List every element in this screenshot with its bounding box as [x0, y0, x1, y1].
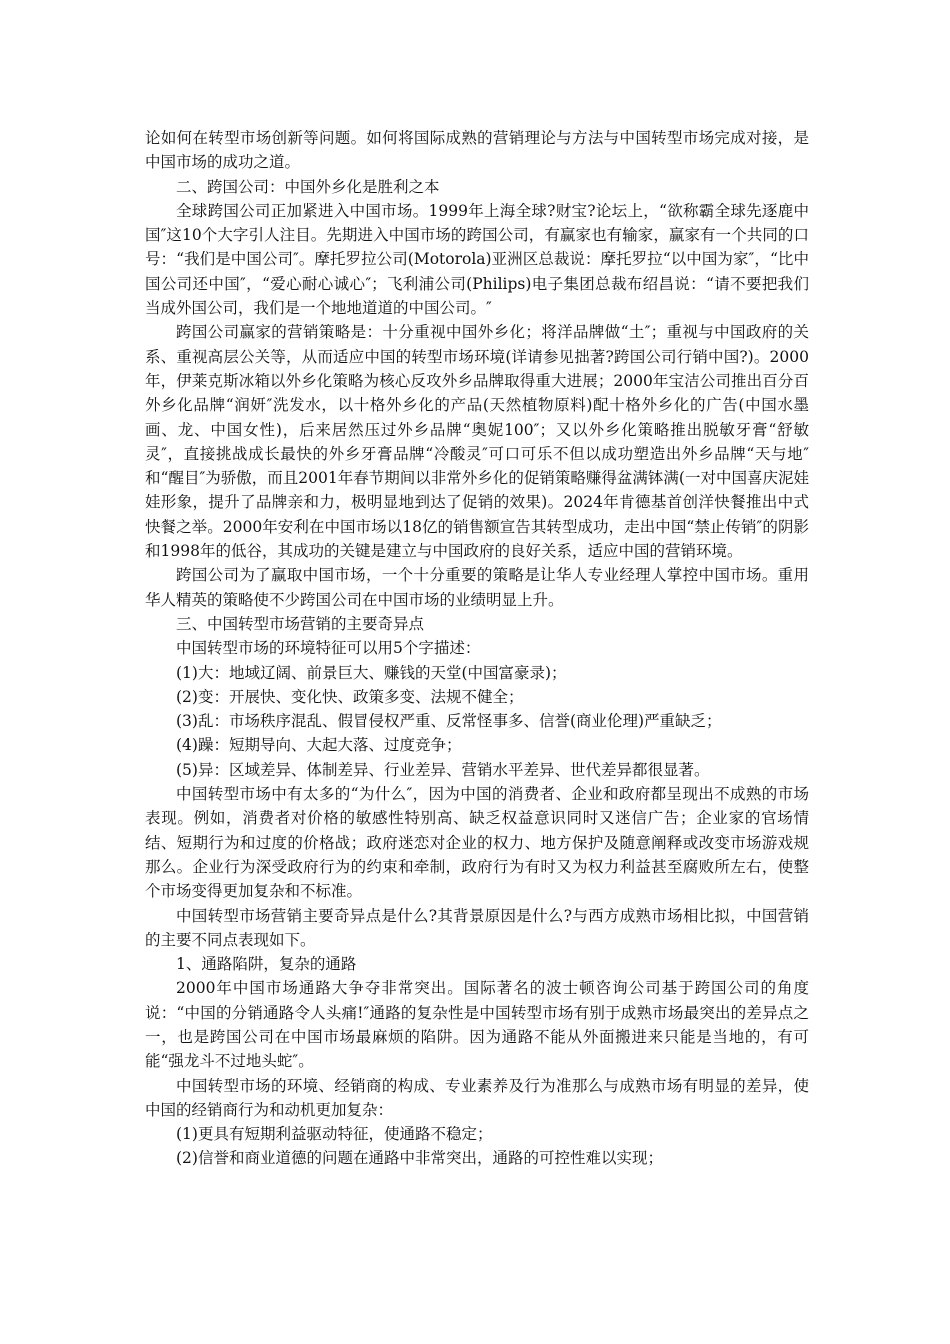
list-item: (1)大：地域辽阔、前景巨大、赚钱的天堂(中国富豪录)； [176, 663, 567, 682]
paragraph: 2000年中国市场通路大争夺非常突出。国际著名的波士顿咨询公司基于跨国公司的角度说：“中国的分销通路令人头痛!″通路的复杂性是中国转型市场有别于成熟市场最突出的差异点之一，也是跨国公司在中国市场最麻烦的陷阱。因为通路不能从外面搬进来只能是当地的，有可能“强龙斗不过地头蛇″。 [145, 979, 809, 1071]
list-item: (5)异：区域差异、体制差异、行业差异、营销水平差异、世代差异都很显著。 [176, 760, 710, 779]
paragraph: 中国转型市场营销主要奇异点是什么?其背景原因是什么?与西方成熟市场相比拟，中国营销的主要不同点表现如下。 [145, 906, 809, 949]
list-item: (3)乱：市场秩序混乱、假冒侵权严重、反常怪事多、信誉(商业伦理)严重缺乏； [176, 712, 722, 731]
paragraph: 中国转型市场的环境、经销商的构成、专业素养及行为准那么与成熟市场有明显的差异，使中国的经销商行为和动机更加复杂： [145, 1076, 809, 1119]
subsection-heading-1: 1、通路陷阱，复杂的通路 [176, 955, 357, 974]
list-item: (1)更具有短期利益驱动特征，使通路不稳定； [176, 1125, 493, 1144]
paragraph: 跨国公司为了赢取中国市场，一个十分重要的策略是让华人专业经理人掌控中国市场。重用华人精英的策略使不少跨国公司在中国市场的业绩明显上升。 [145, 566, 809, 609]
list-item: (2)变：开展快、变化快、政策多变、法规不健全； [176, 687, 524, 706]
paragraph: 中国转型市场的环境特征可以用5个字描述： [176, 639, 481, 658]
section-heading-2: 二、跨国公司：中国外乡化是胜利之本 [176, 177, 440, 196]
paragraph: 中国转型市场中有太多的“为什么″，因为中国的消费者、企业和政府都呈现出不成熟的市场表现。例如，消费者对价格的敏感性特别高、缺乏权益意识同时又迷信广告；企业家的官场情结、短期行为和过度的价格战；政府迷恋对企业的权力、地方保护及随意阐释或改变市场游戏规那么。企业行为深受政府行为的约束和牵制，政府行为有时又为权力利益甚至腐败所左右，使整个市场变得更加复杂和不标准。 [145, 785, 809, 901]
paragraph: 全球跨国公司正加紧进入中国市场。1999年上海全球?财宝?论坛上，“欲称霸全球先逐鹿中国″这10个大字引人注目。先期进入中国市场的跨国公司，有赢家也有输家，赢家有一个共同的口号：“我们是中国公司″。摩托罗拉公司(Motorola)亚洲区总裁说：摩托罗拉“以中国为家″，“比中国公司还中国″，“爱心耐心诚心″；飞利浦公司(Philips)电子集团总裁布绍昌说：“请不要把我们当成外国公司，我们是一个地地道道的中国公司。″ [145, 201, 809, 318]
section-heading-3: 三、中国转型市场营销的主要奇异点 [176, 614, 425, 633]
list-item: (2)信誉和商业道德的问题在通路中非常突出，通路的可控性难以实现； [176, 1149, 663, 1168]
list-item: (4)躁：短期导向、大起大落、过度竞争； [176, 736, 462, 755]
document-page [145, 126, 809, 1171]
paragraph-intro-continuation: 论如何在转型市场创新等问题。如何将国际成熟的营销理论与方法与中国转型市场完成对接，是中国市场的成功之道。 [145, 129, 809, 172]
paragraph: 跨国公司赢家的营销策略是：十分重视中国外乡化；将洋品牌做“土″；重视与中国政府的关系、重视高层公关等，从而适应中国的转型市场环境(详请参见拙著?跨国公司行销中国?)。2000年，伊莱克斯冰箱以外乡化策略为核心反攻外乡品牌取得重大进展；2000年宝洁公司推出百分百外乡化品牌“润妍″洗发水，以十格外乡化的产品(天然植物原料)配十格外乡化的广告(中国水墨画、龙、中国女性)，后来居然压过外乡品牌“奥妮100″；又以外乡化策略推出脱敏牙膏“舒敏灵″，直接挑战成长最快的外乡牙膏品牌“冷酸灵″可口可乐不但以成功塑造出外乡品牌“天与地″和“醒目″为骄傲，而且2001年春节期间以非常外乡化的促销策略赚得盆满钵满(一对中国喜庆泥娃娃形象，提升了品牌亲和力，极明显地到达了促销的效果)。2024年肯德基首创洋快餐推出中式快餐之举。2000年安利在中国市场以18亿的销售额宣告其转型成功，走出中国“禁止传销″的阴影和1998年的低谷，其成功的关键是建立与中国政府的良好关系，适应中国的营销环境。 [145, 323, 809, 561]
